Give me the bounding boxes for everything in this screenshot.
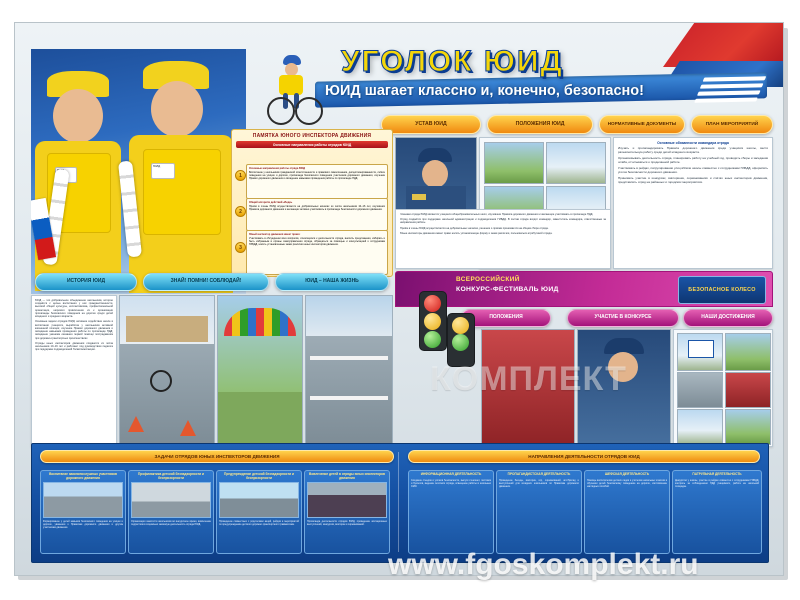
contest-title-line2: КОНКУРС-ФЕСТИВАЛЬ ЮИД xyxy=(456,286,559,293)
article-right-p1: Изучать и пропагандировать Правила дорожного движения среди учащихся школы, вести разъяснительную работу среди детей младшего возраста. xyxy=(618,146,768,155)
card-direction-3[interactable]: ШЕФСКАЯ ДЕЯТЕЛЬНОСТЬ Помощь воспитателям детских садов и учителям начальных классов в обучении детей безопасному поведению на дорогах, изготовление наглядных пособий. xyxy=(584,470,670,554)
police-epaulette xyxy=(412,194,426,200)
road-marking-2 xyxy=(310,396,388,400)
tab-istoriya-yid[interactable]: ИСТОРИЯ ЮИД xyxy=(35,273,137,291)
watermark-text-1: КОМПЛЕКТ xyxy=(430,360,627,398)
traffic-light-green xyxy=(424,331,441,348)
article-left-p2: Основные задачи отрядов ЮИД: активное содействие школе в воспитании учащихся, выработка у школьников активной жизненной позиции; изучение Правил дорожного движения и овладение навыками проведения работы по пропаганде ПДД; овладение умением оказания первой помощи пострадавшим при дорожно-транспортных происшествиях. xyxy=(35,320,113,340)
memo-heading: ПАМЯТКА ЮНОГО ИНСПЕКТОРА ДВИЖЕНИЯ xyxy=(252,133,372,139)
photo-contest-1 xyxy=(677,333,723,371)
photo-cone-icon xyxy=(128,416,144,432)
photo-inspector-with-child xyxy=(577,329,671,447)
memo-subheading: Основные направления работы отрядов ЮИД xyxy=(236,141,388,148)
card-direction-1[interactable]: ИНФОРМАЦИОННАЯ ДЕЯТЕЛЬНОСТЬ Создание стендов и уголков безопасности, выпуск стенгазет, листовок и буклетов, ведение летописи отряда, освещение работы в школьных СМИ. xyxy=(408,470,494,554)
traffic-light-2-green xyxy=(452,334,469,351)
family-road-illustration xyxy=(219,482,299,518)
tab-yid-nasha-zhizn[interactable]: ЮИД – НАША ЖИЗНЬ xyxy=(275,273,389,291)
memo-row-2: Общий алгоритм действий «Веди» Приём в члены ЮИД осуществляется на добровольных началах из числа школьников 10–16 лет, изучивших Правила дорожного движения и желающих активно участвовать в пропаганде безопасности дорожного движения. xyxy=(246,198,388,231)
photo-parade-balloons xyxy=(217,295,303,447)
bottom-divider xyxy=(398,452,399,552)
page-title: УГОЛОК ЮИД xyxy=(341,45,564,78)
photo-contest-2 xyxy=(725,333,771,371)
memo-row-3: Юный инспектор движения имеет право: Участвовать в обсуждении всех вопросов, относящихся к деятельности отряда, вносить предложения, избирать и быть избранным в органы самоуправления отряда, обращаться за помощью и консультацией к сотрудникам ГИБДД, носить установленные знаки различия юных инспекторов движения. xyxy=(246,230,388,275)
bottom-right-heading: НАПРАВЛЕНИЯ ДЕЯТЕЛЬНОСТИ ОТРЯДОВ ЮИД xyxy=(408,450,760,463)
traffic-light-yellow xyxy=(424,313,441,330)
tab-polozheniya-yid[interactable]: ПОЛОЖЕНИЯ ЮИД xyxy=(487,115,593,134)
article-left-p1: ЮИД — это добровольное объединение школьников, которое создаётся с целью воспитания у них гражданственности, высокой общей культуры, коллективизма, профессиональной ориентации, широкого привлечения их к организации пропаганды безопасного поведения на дорогах среди детей младшего и среднего возраста. xyxy=(35,299,113,319)
article-left-p3: Отряды юных инспекторов движения создаются из числа школьников 10–16 лет и работают под руководством педагога при поддержке подразделений Госавтоинспекции. xyxy=(35,341,113,352)
tab-normativnye-dokumenty[interactable]: НОРМАТИВНЫЕ ДОКУМЕНТЫ xyxy=(599,115,685,134)
memo-number-2: 2 xyxy=(235,206,246,217)
crossroad-illustration xyxy=(43,482,123,518)
photo-building xyxy=(126,316,208,342)
card-task-2[interactable]: Профилактика детской безнадзорности и беспризорности Организация занятости школьников во внеурочное время, вовлечение подростков в социально значимую деятельность отряда ЮИД. xyxy=(128,470,214,554)
traffic-light-mascot xyxy=(419,291,447,351)
badge-bezopasnoe-koleso: БЕЗОПАСНОЕ КОЛЕСО xyxy=(678,276,766,304)
contest-header xyxy=(395,271,773,307)
photo-lawn xyxy=(218,392,302,446)
police-face xyxy=(422,160,448,188)
tab-ustav-yid[interactable]: УСТАВ ЮИД xyxy=(381,115,481,134)
card-task-1[interactable]: Воспитание законопослушных участников дорожного движения Формирование у детей навыков безопасного поведения на улицах и дорогах, уважения к Правилам дорожного движения и другим участникам движения. xyxy=(40,470,126,554)
bottom-left-heading: ЗАДАЧИ ОТРЯДОВ ЮНЫХ ИНСПЕКТОРОВ ДВИЖЕНИЯ xyxy=(40,450,394,463)
face-left xyxy=(53,89,103,143)
panel-article-left-mid xyxy=(31,295,117,447)
car-accident-illustration xyxy=(307,482,387,518)
photo-contest-5 xyxy=(677,409,723,445)
memo-card xyxy=(231,129,393,277)
memo-row-1: Основные направления работы отряда ЮИД Воспитание у школьников гражданской ответственности и правового самосознания, дисциплинированности, culture поведения на улицах и дорогах, пропаганда безопасного поведения участников дорожного движения, изучение Правил дорожного движения и овладение навыками проведения работы по пропаганде ПДД. xyxy=(246,164,388,199)
traffic-light-2-yellow xyxy=(452,317,469,334)
photo-sky-area-2 xyxy=(306,296,392,336)
panel-article-right-top xyxy=(613,137,773,269)
bottom-section xyxy=(31,443,769,563)
face-right xyxy=(151,81,203,137)
tab-plan-meropriyatiy[interactable]: ПЛАН МЕРОПРИЯТИЙ xyxy=(691,115,773,134)
road-marking xyxy=(310,356,388,360)
traffic-light-mascot-2 xyxy=(447,313,475,367)
photo-contest-team xyxy=(481,329,575,447)
card-direction-4[interactable]: ПАТРУЛЬНАЯ ДЕЯТЕЛЬНОСТЬ Дежурство у школы, участие в рейдах совместно с сотрудниками ГИБДД, контроль за соблюдением ПДД учащимися, работа на школьной площадке. xyxy=(672,470,762,554)
article-right-heading: Основные обязанности командира отряда xyxy=(657,141,729,145)
information-board xyxy=(14,22,784,576)
article-right-p3: Участвовать в рейдах, патрулировании улиц вблизи школы совместно с сотрудниками ГИБДД, оформлять уголок безопасности дорожного движения. xyxy=(618,165,768,174)
card-direction-2[interactable]: ПРОПАГАНДИСТСКАЯ ДЕЯТЕЛЬНОСТЬ Проведение беседы, викторин, игр, соревнований, агитбригад и выступлений для младших школьников по Правилам дорожного движения. xyxy=(496,470,582,554)
article-center-p2: Отряд создаётся при поддержке школьной администрации и подразделения ГИБДД. В состав отряда входят командир, заместитель командира, ответственные за направления работы. xyxy=(400,218,606,225)
article-center-p4: Юные инспекторы движения имеют право носить установленную форму и знаки различия, пользоваться атрибутикой отряда. xyxy=(400,231,553,235)
article-center-p3: Приём в члены ЮИД осуществляется на добровольных началах, решение о приёме принимается на общем сборе отряда. xyxy=(400,226,549,230)
article-right-p2: Организовывать деятельность отряда, планировать работу на учебный год, проводить сборы и заседания штаба, отчитываться о проделанной работе. xyxy=(618,156,768,165)
tab-contest-uchastie[interactable]: УЧАСТИЕ В КОНКУРСЕ xyxy=(567,309,679,327)
photo-cone-icon-2 xyxy=(180,420,196,436)
photo-bicycle-exam xyxy=(119,295,215,447)
article-right-p4: Принимать участие в конкурсах, викторинах, соревнованиях и слётах юных инспекторов движения, представлять отряд на районных и городских мероприятиях. xyxy=(618,175,768,184)
photo-contest-3 xyxy=(677,372,723,408)
panel-contest-photos xyxy=(673,329,773,447)
photo-contest-4 xyxy=(725,372,771,408)
police-face-2 xyxy=(608,352,638,382)
street-children-illustration xyxy=(131,482,211,518)
memo-number-1: 1 xyxy=(235,170,246,181)
memo-number-3: 3 xyxy=(235,242,246,253)
watermark-text-2: www.fgoskomplekt.ru xyxy=(388,548,699,581)
header xyxy=(315,43,769,123)
traffic-light-red xyxy=(424,295,441,312)
illustration-cyclist-rules-1 xyxy=(484,142,544,184)
tab-contest-polozheniya[interactable]: ПОЛОЖЕНИЯ xyxy=(461,309,551,327)
crosswalk-sign-icon xyxy=(688,340,714,358)
photo-contest-6 xyxy=(725,409,771,445)
crosswalk-icon xyxy=(694,76,767,104)
tab-contest-dostizheniya[interactable]: НАШИ ДОСТИЖЕНИЯ xyxy=(683,309,773,327)
photo-children-bicycles xyxy=(305,295,393,447)
page-subtitle: ЮИД шагает классно и, конечно, безопасно! xyxy=(325,83,644,99)
bicycle-wheel-1 xyxy=(267,97,295,125)
bicycle-wheel-2 xyxy=(295,97,323,125)
illustration-cyclist-rules-2 xyxy=(546,142,606,184)
card-task-4[interactable]: Вовлечение детей в отряды юных инспекторов движения Пропаганда деятельности отрядов ЮИД, проведение агитационных выступлений, конкурсов, викторин и соревнований. xyxy=(304,470,390,554)
vest-right xyxy=(143,149,221,235)
photo-yid-members xyxy=(31,49,246,294)
cyclist-shirt xyxy=(279,75,303,95)
balloon-arch xyxy=(224,308,296,336)
tab-znay-pomni-soblyuday[interactable]: ЗНАЙ! ПОМНИ! СОБЛЮДАЙ! xyxy=(143,273,269,291)
article-center-p1: Членами отряда ЮИД являются учащиеся общеобразовательных школ, изучившие Правила дорожного движения и желающие участвовать в пропаганде ПДД. xyxy=(400,213,594,216)
photo-wheel xyxy=(150,370,172,392)
contest-title-line1: ВСЕРОССИЙСКИЙ xyxy=(456,276,520,283)
yid-badge-2: ЮИД xyxy=(151,163,175,179)
card-task-3[interactable]: Предупреждение детской безнадзорности и беспризорности Проведение совместных с родителями акций, рейдов и мероприятий по предупреждению детского дорожно-транспортного травматизма. xyxy=(216,470,302,554)
panel-article-center-top xyxy=(395,209,611,269)
illustration-cyclist xyxy=(263,55,323,125)
